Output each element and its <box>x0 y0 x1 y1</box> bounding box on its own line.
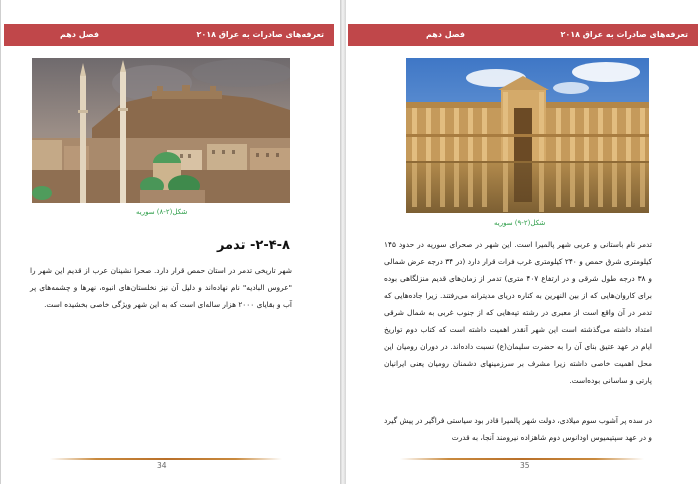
header-title: تعرفه‌های صادرات به عراق ۲۰۱۸ <box>196 30 324 39</box>
footer-rule <box>50 458 282 460</box>
footer-rule <box>400 458 644 460</box>
city-photo-image <box>32 58 290 203</box>
header-chapter: فصل دهم <box>426 30 465 39</box>
figure-caption: شکل(۲-۸) سوریه <box>136 208 188 216</box>
figure-caption: شکل(۲-۹) سوریه <box>494 219 546 227</box>
page-number: 34 <box>157 461 167 470</box>
body-paragraph: شهر تاریخی تدمر در استان حمص قرار دارد. صحرا نشینان عرب از قدیم این شهر را "عروس البادیه" نام نهاده‌اند و دلیل آن نیز نخلستان‌های انبوه، نهرها و چشمه‌های پر آب و بقایای ۲۰۰۰ هزار ساله‌ای است که به این شهر ویژگی خاصی بخشیده است. <box>30 266 292 309</box>
section-heading: ۲-۴-۸- تدمر <box>216 238 290 253</box>
page-header <box>348 24 698 46</box>
header-chapter: فصل دهم <box>60 30 99 39</box>
header-title: تعرفه‌های صادرات به عراق ۲۰۱۸ <box>560 30 688 39</box>
ruins-photo-image <box>406 58 649 213</box>
left-page <box>0 0 340 484</box>
right-page <box>346 0 699 484</box>
body-paragraph: تدمر نام باستانی و عربی شهر پالمیرا است. این شهر در صحرای سوریه در حدود ۱۴۵ کیلومتری شرق حمص و ۲۴۰ کیلومتری غرب فرات قرار دارد (در ۳۴ درجه عرض شمالی و ۳۸ درجه طول شرقی و در ارتفاع ۴۰۷ متری) تدمر از زمان‌های قدیم منزلگاهی بوده برای کاروان‌هایی که از بین النهرین به کناره دریای مدیترانه می‌رفتند. زیرا جاده‌هایی که تدمر در آن واقع است از معبری در رشته تپه‌هایی که از جنوب غربی به شمال شرقی امتداد داشته می‌گذشته است این شهر آنقدر اهمیت داشته است که کتاب دوم تواریخ ایام در عهد عتیق بنای آن را به حضرت سلیمان(ع) نسبت داده‌اند. در دوران رومیان این محل اهمیت خاصی داشته زیرا مشرف بر سرزمینهای دشمنان رومیان یعنی ایرانیان پارتی و ساسانی بوده‌است. <box>384 240 652 385</box>
page-header <box>4 24 334 46</box>
ruins-photo <box>406 58 649 213</box>
page-number: 35 <box>520 461 530 470</box>
page-edge <box>0 0 1 484</box>
city-photo <box>32 58 290 203</box>
body-paragraph: در سده پر آشوب سوم میلادی، دولت شهر پالمیرا قادر بود سیاستی فراگیر در پیش گیرد و در عهد سپتیمیوس اودانوس دوم شاهزاده نیرومند آنجا، به قدرت <box>384 416 652 442</box>
